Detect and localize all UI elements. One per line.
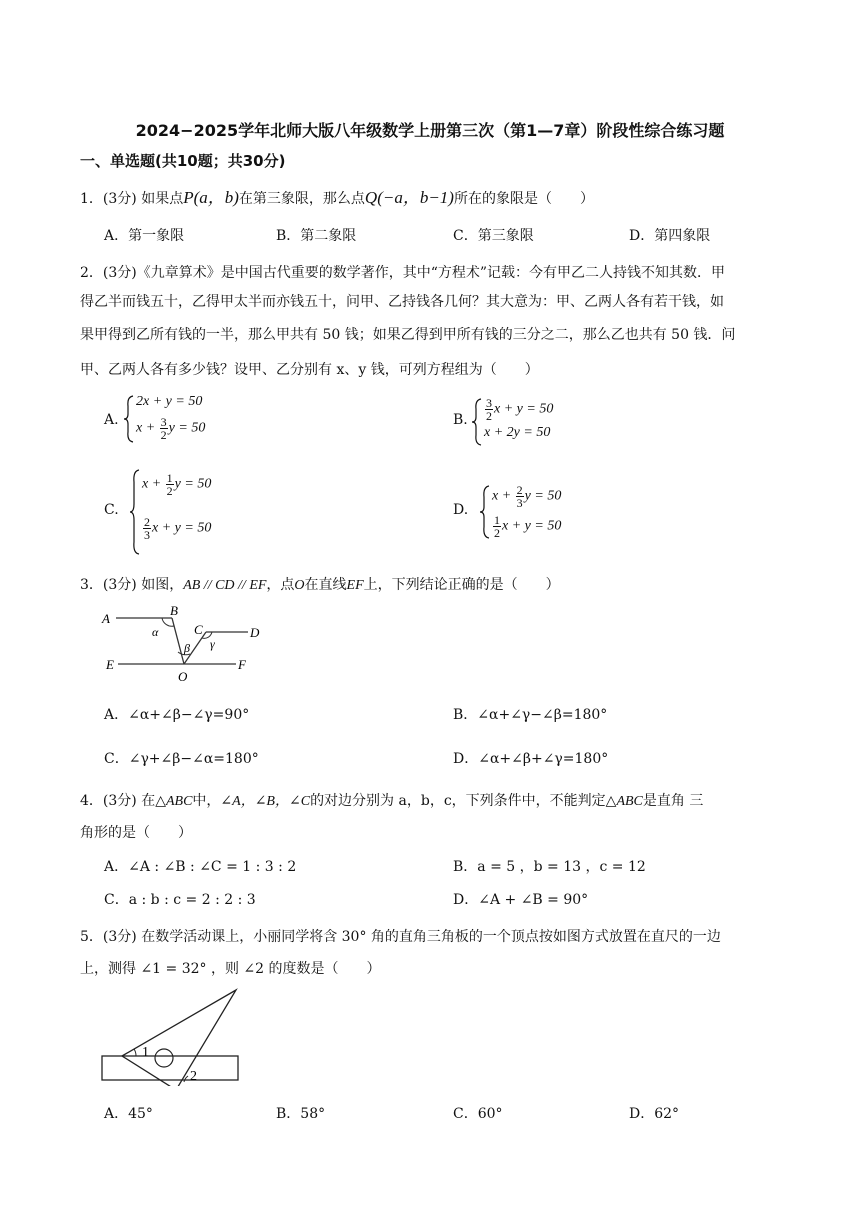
- q2-line-4: 甲、乙两人各有多少钱？设甲、乙分别有 x、y 钱，可列方程组为（ ）: [80, 362, 539, 378]
- fig-label-alpha: α: [152, 625, 159, 639]
- brace-icon: [470, 397, 484, 447]
- q1-option-d[interactable]: D．第四象限: [629, 228, 711, 244]
- brace-icon: [478, 484, 492, 540]
- q5-line-1: 5．(3分) 在数学活动课上，小丽同学将含 30° 角的直角三角板的一个顶点按如图方式放置在直尺的一边: [80, 929, 721, 945]
- q2-d-eq1: x + $\frac{2}{3}$ y = 50: [492, 483, 562, 510]
- q2-b-eq1: $\frac{3}{2}$ x + y = 50: [486, 396, 554, 423]
- q2-a-eq2: x + $\frac{3}{2}$ y = 50: [136, 415, 206, 442]
- q3-option-b[interactable]: B．∠α+∠γ−∠β=180°: [453, 707, 608, 723]
- q4-text-d: 是直角 三: [642, 793, 704, 809]
- q4-angles: ∠A，∠B，∠C: [220, 794, 311, 809]
- q3-mid: ，点: [266, 577, 295, 593]
- q2-c-eq1: x + $\frac{1}{2}$ y = 50: [142, 471, 212, 498]
- fig-label-f: F: [238, 657, 246, 672]
- q4-option-c[interactable]: C．a : b : c = 2 : 2 : 3: [104, 892, 256, 908]
- q5-option-a[interactable]: A．45°: [104, 1106, 153, 1122]
- q1-point-q: Q(−a，b−1): [364, 188, 454, 207]
- fig-label-o: O: [178, 669, 188, 684]
- q4-text-c: 的对边分别为 a，b，c，下列条件中，不能判定: [310, 793, 606, 809]
- question-4: [80, 790, 703, 810]
- q2-option-d-system[interactable]: [478, 484, 608, 540]
- q5-ruler-triangle-figure: [98, 986, 248, 1086]
- fig-label-angle-1: 1: [142, 1045, 149, 1060]
- q1-point-p: P(a，b): [183, 188, 239, 207]
- q2-c-eq2: $\frac{2}{3}$ x + y = 50: [144, 515, 212, 542]
- q1-option-b[interactable]: B．第二象限: [276, 228, 357, 244]
- q3-point-o: O: [294, 578, 305, 593]
- fig-label-beta: β: [184, 641, 190, 655]
- q2-option-a-system[interactable]: [122, 394, 242, 444]
- fig-label-b: B: [170, 604, 178, 618]
- section-heading: 一、单选题(共10题；共30分): [80, 152, 286, 170]
- q2-a-eq1: 2x + y = 50: [136, 394, 203, 409]
- fig-label-d: D: [250, 625, 260, 640]
- q3-mid2: 在直线: [304, 577, 347, 593]
- q3-suffix: 上，下列结论正确的是（ ）: [363, 577, 560, 593]
- q3-prefix: 3．(3分) 如图，: [80, 577, 184, 593]
- q4-option-d[interactable]: D．∠A + ∠B = 90°: [453, 892, 589, 908]
- q1-suffix: 所在的象限是（ ）: [453, 191, 594, 207]
- q5-option-c[interactable]: C．60°: [453, 1106, 503, 1122]
- q3-parallel-lines-figure: [98, 604, 268, 684]
- fig-label-e: E: [106, 657, 114, 672]
- fig-label-a: A: [102, 611, 110, 626]
- q4-text-a: 4．(3分) 在: [80, 793, 156, 809]
- q4-option-a[interactable]: A．∠A : ∠B : ∠C = 1 : 3 : 2: [104, 859, 297, 875]
- q1-prefix: 1．(3分) 如果点: [80, 191, 184, 207]
- q1-mid: 在第三象限，那么点: [238, 191, 365, 207]
- q2-option-c-system[interactable]: [128, 468, 248, 556]
- q4-triangle-2: △ABC: [605, 794, 643, 809]
- q3-parallel-relation: AB // CD // EF: [183, 578, 267, 593]
- q5-option-b[interactable]: B．58°: [276, 1106, 326, 1122]
- q3-option-a[interactable]: A．∠α+∠β−∠γ=90°: [104, 707, 250, 723]
- q2-option-b-letter[interactable]: B.: [453, 412, 468, 428]
- q2-option-a-letter[interactable]: A.: [104, 412, 119, 428]
- q3-line-ef: EF: [346, 578, 364, 593]
- q1-option-a[interactable]: A．第一象限: [104, 228, 185, 244]
- fig-label-gamma: γ: [210, 637, 215, 651]
- q2-line-1: 2．(3分)《九章算术》是中国古代重要的数学著作，其中“方程术”记载：今有甲乙二人持钱不知其数．甲: [80, 265, 726, 281]
- q4-text-b: 中，: [192, 793, 221, 809]
- q2-option-c-letter[interactable]: C.: [104, 502, 119, 518]
- page-title: 2024−2025学年北师大版八年级数学上册第三次（第1—7章）阶段性综合练习题: [135, 121, 725, 140]
- q2-option-b-system[interactable]: [470, 397, 600, 447]
- q5-option-d[interactable]: D．62°: [629, 1106, 680, 1122]
- q4-triangle: △ABC: [155, 794, 193, 809]
- q2-line-2: 得乙半而钱五十，乙得甲太半而亦钱五十，问甲、乙持钱各几何？其大意为：甲、乙两人各有若干钱，如: [80, 294, 724, 310]
- q2-line-3: 果甲得到乙所有钱的一半，那么甲共有 50 钱；如果乙得到甲所有钱的三分之二，那么乙也共有 50 钱．问: [80, 327, 736, 343]
- q4-option-b[interactable]: B．a = 5 ，b = 13 ，c = 12: [453, 859, 646, 875]
- brace-icon: [128, 468, 142, 556]
- question-3: [80, 574, 560, 594]
- question-1: [80, 183, 594, 208]
- q4-line-2: 角形的是（ ）: [80, 825, 192, 841]
- q2-b-eq2: x + 2y = 50: [484, 425, 551, 440]
- q1-option-c[interactable]: C．第三象限: [453, 228, 534, 244]
- q2-d-eq2: $\frac{1}{2}$ x + y = 50: [494, 513, 562, 540]
- q5-line-2: 上，测得 ∠1 = 32° ，则 ∠2 的度数是（ ）: [80, 961, 381, 977]
- q2-option-d-letter[interactable]: D.: [453, 502, 469, 518]
- brace-icon: [122, 394, 136, 444]
- fig-label-angle-2: 2: [190, 1069, 197, 1084]
- q3-option-c[interactable]: C．∠γ+∠β−∠α=180°: [104, 751, 259, 767]
- q3-option-d[interactable]: D．∠α+∠β+∠γ=180°: [453, 751, 609, 767]
- fig-label-c: C: [194, 622, 203, 637]
